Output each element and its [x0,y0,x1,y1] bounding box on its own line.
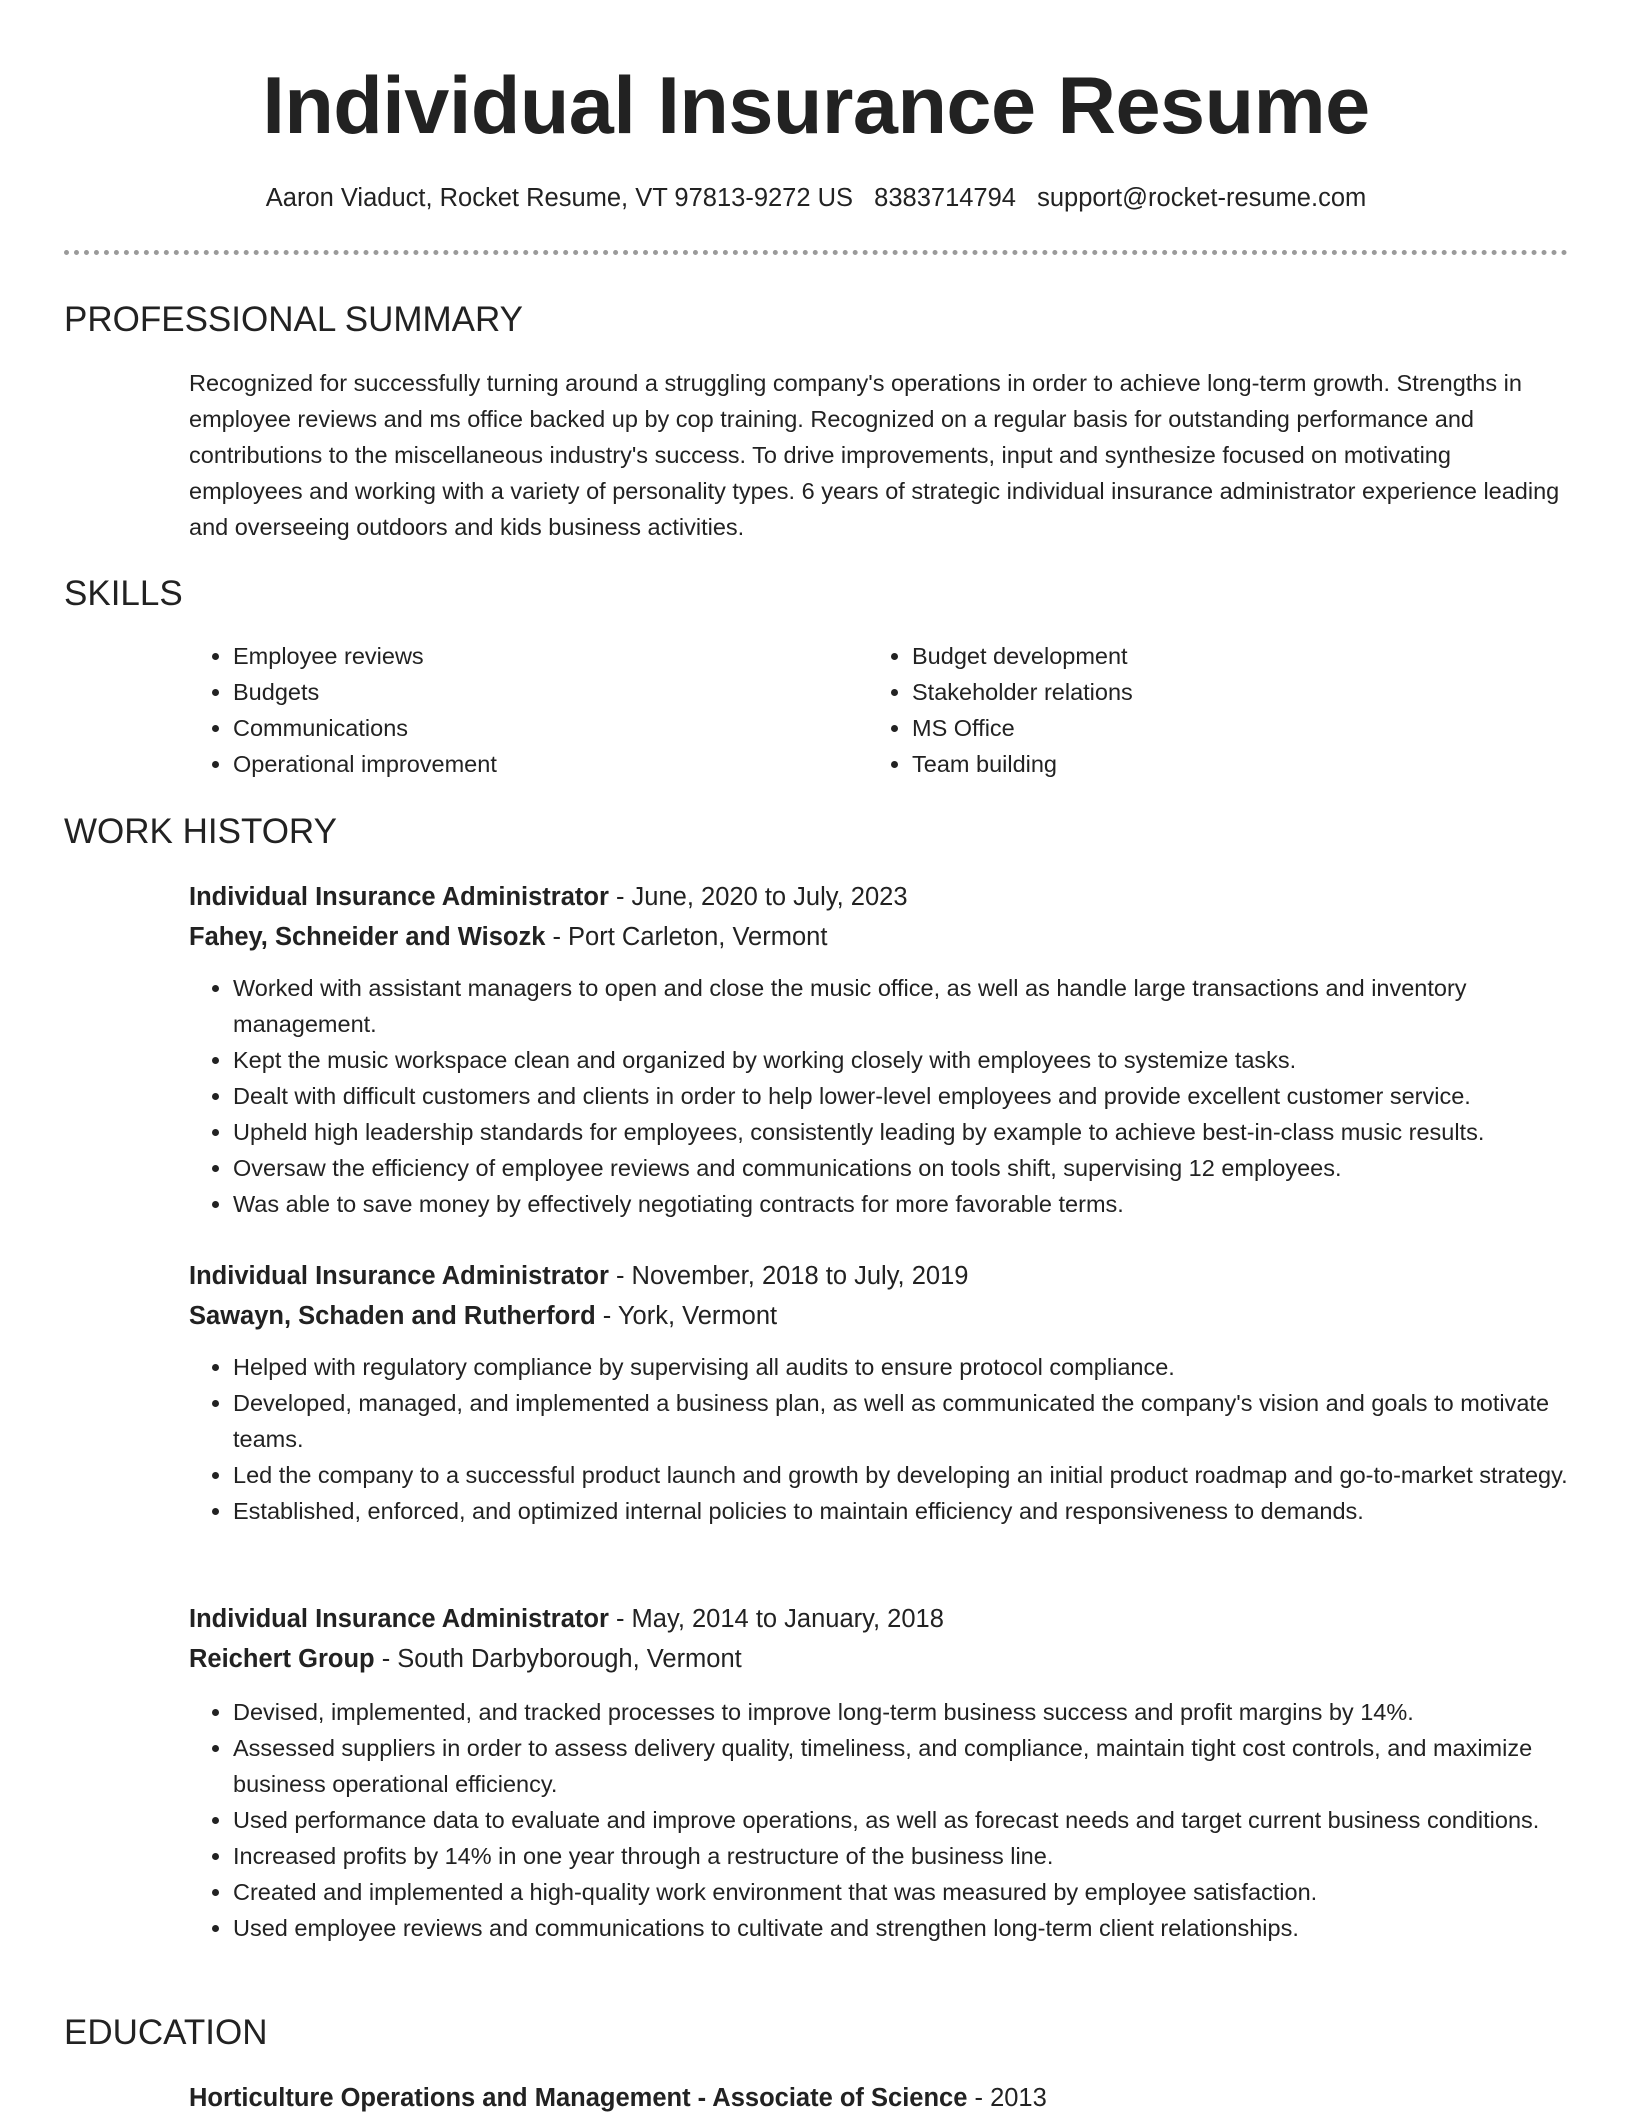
skills-heading: SKILLS [64,574,183,613]
job-bullet: • Devised, implemented, and tracked processes to improve long-term business success and profit margins by 14%. [233,1694,1608,1730]
contact-line [0,180,1632,216]
job-dates: - November, 2018 to July, 2019 [608,1262,969,1290]
job-bullet: • Upheld high leadership standards for employees, consistently leading by example to achieve best-in-class music results. [233,1114,1608,1150]
job-company: Sawayn, Schaden and Rutherford [189,1302,596,1330]
skill-item: • Communications [233,710,793,746]
job-title-line [189,877,908,917]
skills-list-right [868,638,1472,782]
job-bullets [189,970,1608,1222]
skill-item: • Budget development [912,638,1472,674]
summary-heading: PROFESSIONAL SUMMARY [64,300,523,339]
job-bullet: • Oversaw the efficiency of employee reviews and communications on tools shift, supervising 12 employees. [233,1150,1608,1186]
job-bullet: • Increased profits by 14% in one year through a restructure of the business line. [233,1838,1608,1874]
job-bullet: • Created and implemented a high-quality work environment that was measured by employee satisfaction. [233,1874,1608,1910]
job-title-line [189,1256,968,1296]
summary-text: Recognized for successfully turning around a struggling company's operations in order to achieve long-term growth. Strengths in employee reviews and ms office backed up by cop training. Recognized on a regular basis for outstanding performance and contributions to the miscellaneous industry's success. To drive improvements, input and synthesize focused on motivating employees and working with a variety of personality types. 6 years of strategic individual insurance administrator experience leading and overseeing outdoors and kids business activities. [189,370,1560,540]
job-company-line [189,917,827,957]
resume-title: Individual Insurance Resume [262,61,1370,151]
job-bullet: • Kept the music workspace clean and organized by working closely with employees to systemize tasks. [233,1042,1608,1078]
skill-item: • Budgets [233,674,793,710]
header-divider [64,250,1568,255]
job-bullet: • Worked with assistant managers to open and close the music office, as well as handle large transactions and inventory management. [233,970,1608,1042]
job-bullet: • Helped with regulatory compliance by supervising all audits to ensure protocol compliance. [233,1349,1608,1385]
job-dates: - June, 2020 to July, 2023 [608,883,908,911]
skill-item: • MS Office [912,710,1472,746]
job-title-line [189,1599,944,1639]
job-company-line [189,1296,777,1336]
education-degree-line [189,2078,1047,2118]
skills-list-left [189,638,793,782]
skill-item: • Team building [912,746,1472,782]
job-bullet: • Used performance data to evaluate and improve operations, as well as forecast needs and target current business conditions. [233,1802,1608,1838]
job-dates: - May, 2014 to January, 2018 [608,1605,944,1633]
job-location: - South Darbyborough, Vermont [374,1645,742,1673]
job-title: Individual Insurance Administrator [189,1262,609,1290]
job-bullet: • Developed, managed, and implemented a business plan, as well as communicated the company's vision and goals to motivate teams. [233,1385,1608,1457]
job-bullet: • Assessed suppliers in order to assess delivery quality, timeliness, and compliance, maintain tight cost controls, and maximize business operational efficiency. [233,1730,1608,1802]
job-bullet: • Led the company to a successful product launch and growth by developing an initial product roadmap and go-to-market strategy. [233,1457,1608,1493]
job-company-line [189,1639,742,1679]
education-heading: EDUCATION [64,2013,268,2052]
job-bullet: • Established, enforced, and optimized internal policies to maintain efficiency and responsiveness to demands. [233,1493,1608,1529]
skill-item: • Employee reviews [233,638,793,674]
job-bullet: • Was able to save money by effectively negotiating contracts for more favorable terms. [233,1186,1608,1222]
job-bullet: • Used employee reviews and communications to cultivate and strengthen long-term client relationships. [233,1910,1608,1946]
job-bullets [189,1349,1608,1529]
education-degree: Horticulture Operations and Management - Associate of Science [189,2084,968,2112]
job-location: - York, Vermont [595,1302,778,1330]
skill-item: • Stakeholder relations [912,674,1472,710]
job-company: Reichert Group [189,1645,375,1673]
job-title: Individual Insurance Administrator [189,1605,609,1633]
job-location: - Port Carleton, Vermont [545,923,828,951]
contact-address: Aaron Viaduct, Rocket Resume, VT 97813-9272 US [265,184,854,212]
contact-email: support@rocket-resume.com [1037,184,1367,212]
work-history-heading: WORK HISTORY [64,812,337,851]
contact-phone: 8383714794 [874,184,1016,212]
skill-item: • Operational improvement [233,746,793,782]
job-title: Individual Insurance Administrator [189,883,609,911]
job-company: Fahey, Schneider and Wisozk [189,923,546,951]
job-bullet: • Dealt with difficult customers and clients in order to help lower-level employees and provide excellent customer service. [233,1078,1608,1114]
education-year: - 2013 [967,2084,1047,2112]
job-bullets [189,1694,1608,1946]
